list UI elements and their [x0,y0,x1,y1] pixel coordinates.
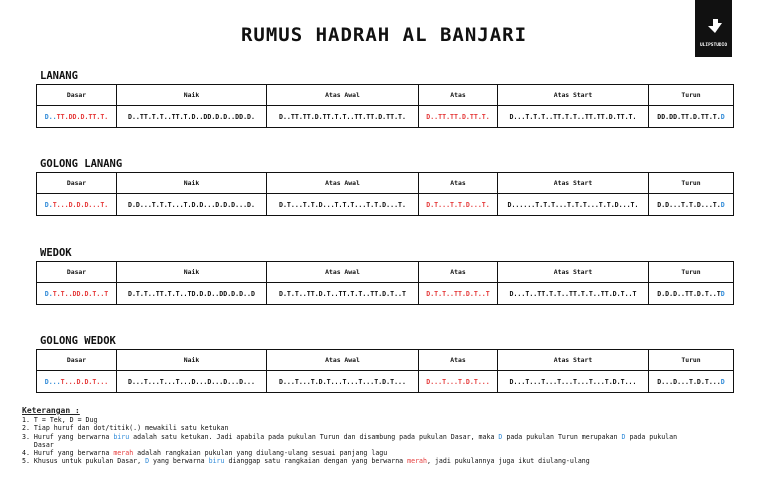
section-title: GOLONG WEDOK [40,335,116,347]
col-header-dasar: Dasar [37,262,117,283]
col-header-turun: Turun [649,350,734,371]
col-header-naik: Naik [117,262,267,283]
text-segment-red: merah [407,457,427,466]
col-header-turun: Turun [649,85,734,106]
cell-atas [419,194,498,216]
text-segment-red: D.T...T.T.D...T. [426,200,490,209]
rhythm-table [36,261,734,305]
cell-naik [117,194,267,216]
table-header-row [37,173,734,194]
text-segment-blue: biru [113,432,130,441]
cell-dasar [37,194,117,216]
section-wedok [36,247,733,305]
text-segment-black: 3. Huruf yang berwarna [22,432,114,441]
col-header-dasar: Dasar [37,173,117,194]
text-segment-black: D.T...T.T.D...T.T.T...T.T.D...T. [278,200,407,209]
cell-atas-start [498,283,649,305]
text-segment-black: dianggap satu rangkaian dengan yang berwarna [224,457,408,466]
col-header-atas-awal: Atas Awal [267,262,419,283]
text-segment-blue: D. [44,200,53,209]
studio-logo [695,0,732,57]
text-segment-blue: D [621,432,626,441]
col-header-atas-awal: Atas Awal [267,350,419,371]
cell-turun [649,194,734,216]
text-segment-red: TT.DD.D.TT.T. [56,112,109,121]
rhythm-table [36,84,734,128]
text-segment-black: adalah rangkaian pukulan yang diulang-ulang sesuai panjang lagu [133,449,388,458]
col-header-atas: Atas [419,350,498,371]
text-segment-red: T...D.D.T... [60,377,109,386]
cell-atas-start [498,194,649,216]
col-header-atas-start: Atas Start [498,262,649,283]
logo-mark-icon [707,18,723,34]
text-segment-black: D...T...T...T...D...D...D...D... [127,377,256,386]
text-segment-black: D.D...T.T.T...T.D.D...D.D.D...D. [127,200,256,209]
cell-atas-awal [267,194,419,216]
page-title: RUMUS HADRAH AL BANJARI [240,24,528,46]
col-header-dasar: Dasar [37,85,117,106]
text-segment-blue: D [720,112,725,121]
section-lanang [36,70,733,128]
text-segment-red: T.T..DD.D.T..T [52,289,109,298]
text-segment-black: 2. Tiap huruf dan dot/titik(.) mewakili satu ketukan [22,424,229,433]
text-segment-red: T...D.D.D...T. [52,200,109,209]
text-segment-black: D.D...T.T.D...T. [657,200,721,209]
text-segment-black: D...T...T...T...T...T...T.D.T... [509,377,637,386]
cell-atas [419,371,498,393]
section-title: WEDOK [40,247,72,259]
text-segment-red: merah [113,449,134,458]
text-segment-black: D...T..TT.T.T..TT.T.T..TT.D.T..T [509,289,637,298]
section-title: LANANG [40,70,78,82]
cell-dasar [37,371,117,393]
col-header-naik: Naik [117,85,267,106]
text-segment-blue: D... [44,377,61,386]
cell-dasar [37,106,117,128]
note-item [22,416,762,424]
table-row [37,371,734,393]
table-row [37,283,734,305]
col-header-atas: Atas [419,173,498,194]
rhythm-table [36,349,734,393]
col-header-atas-awal: Atas Awal [267,85,419,106]
text-segment-black: 5. Khusus untuk pukulan Dasar, [22,457,146,466]
table-row [37,194,734,216]
notes-title: Keterangan : [22,406,80,415]
text-segment-black: adalah satu ketukan. Jadi apabila pada pukulan Turun dan disambung pada pukulan Dasar, maka [129,432,499,441]
text-segment-red: D..TT.TT.D.TT.T. [426,112,490,121]
text-segment-black: D..TT.T.T..TT.T.D..DD.D.D..DD.D. [127,112,256,121]
text-segment-black: D.T.T..TT.T.T..TD.D.D..DD.D.D..D [127,289,256,298]
text-segment-black: 4. Huruf yang berwarna [22,449,114,458]
col-header-atas-awal: Atas Awal [267,173,419,194]
text-segment-red: D.T.T..TT.D.T..T [426,289,490,298]
note-item [22,449,762,457]
note-item [22,457,762,465]
col-header-atas-start: Atas Start [498,85,649,106]
text-segment-blue: D [720,200,725,209]
col-header-dasar: Dasar [37,350,117,371]
cell-atas [419,283,498,305]
text-segment-black: D...T.T.T..TT.T.T..TT.TT.D.TT.T. [509,112,637,121]
col-header-naik: Naik [117,350,267,371]
notes-list [22,416,762,465]
cell-atas-awal [267,371,419,393]
text-segment-blue: D. [44,289,53,298]
cell-atas-start [498,106,649,128]
text-segment-black: D.T.T..TT.D.T..TT.T.T..TT.D.T..T [278,289,407,298]
text-segment-black: T [33,416,38,425]
text-segment-blue: D [145,457,150,466]
text-segment-black: yang berwarna [149,457,209,466]
col-header-atas: Atas [419,262,498,283]
text-segment-blue: D [498,432,503,441]
text-segment-black: 1. [22,416,34,425]
cell-turun [649,283,734,305]
note-item [22,441,762,449]
cell-naik [117,283,267,305]
text-segment-blue: biru [208,457,225,466]
cell-turun [649,106,734,128]
cell-dasar [37,283,117,305]
text-segment-blue: D.. [44,112,57,121]
cell-atas [419,106,498,128]
table-header-row [37,262,734,283]
text-segment-black: D...D...T.D.T... [657,377,721,386]
col-header-atas: Atas [419,85,498,106]
text-segment-black: pada pukulan Turun merupakan [502,432,622,441]
cell-atas-start [498,371,649,393]
table-row [37,106,734,128]
note-item [22,424,762,432]
col-header-turun: Turun [649,173,734,194]
text-segment-black: DD.DD.TT.D.TT.T. [657,112,721,121]
text-segment-black: D.D.D..TT.D.T..T [657,289,721,298]
text-segment-black: D..TT.TT.D.TT.T.T..TT.TT.D.TT.T. [278,112,407,121]
col-header-atas-start: Atas Start [498,350,649,371]
cell-atas-awal [267,106,419,128]
section-golong-wedok [36,335,733,393]
logo-text: ULIPSTUDIO [699,43,728,48]
cell-turun [649,371,734,393]
text-segment-red: D...T...T.D.T... [426,377,490,386]
cell-naik [117,106,267,128]
section-golong-lanang [36,158,733,216]
cell-naik [117,371,267,393]
text-segment-black: = Tek, D = Dug [37,416,98,425]
text-segment-blue: D [720,377,725,386]
col-header-turun: Turun [649,262,734,283]
text-segment-black: D......T.T.T...T.T.T...T.T.D...T. [507,200,639,209]
section-title: GOLONG LANANG [40,158,123,170]
text-segment-black: Dasar [22,440,54,449]
note-item [22,433,762,441]
col-header-naik: Naik [117,173,267,194]
text-segment-black: pada pukulan [625,432,678,441]
text-segment-black: , jadi pukulannya juga ikut diulang-ulang [426,457,590,466]
rhythm-table [36,172,734,216]
table-header-row [37,350,734,371]
table-header-row [37,85,734,106]
cell-atas-awal [267,283,419,305]
notes-section [22,407,762,465]
col-header-atas-start: Atas Start [498,173,649,194]
text-segment-blue: D [720,289,725,298]
text-segment-black: D...T...T.D.T...T...T...T.D.T... [278,377,407,386]
